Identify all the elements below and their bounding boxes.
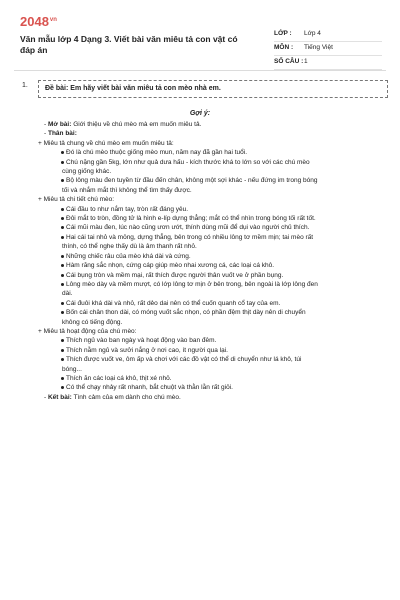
answer-outline [0,120,400,402]
outline-line: - Mở bài: Giới thiệu về chú mèo mà em muốn miêu tả. [44,121,202,128]
line-text: tối và nhắm mắt thì không thể tìm thấy được. [62,186,192,194]
line-text: Cái bụng tròn và mềm mại, rất thích được người thân vuốt ve ở phần bụng. [66,271,284,279]
bullet-icon [61,386,64,389]
line-text: Cái mũi màu đen, lúc nào cũng ươn ướt, thính dùng mũi để dụi vào người chủ thích. [66,224,310,232]
outline-line [0,261,400,270]
line-text: Cái đuôi khá dài và nhỏ, rất dẻo dai nên có thể cuốn quanh cổ tay của em. [66,299,281,307]
line-text: Thích ăn các loại cá khô, thịt xé nhỏ. [66,374,172,382]
hint-title: Gợi ý: [189,110,211,117]
bullet-icon [61,151,64,154]
line-text: Có thể chạy nhảy rất nhanh, bắt chuột và thằn lằn rất giỏi. [66,384,233,392]
outline-line [0,176,400,185]
line-text: không có tiếng động. [62,318,123,326]
line-text: thính, có thể nghe thấy dù là âm thanh rất nhỏ. [62,243,197,251]
bullet-icon [61,358,64,361]
outline-line: - Thân bài: [44,130,77,138]
line-text: Thích được vuốt ve, ôm ấp và chơi với các đồ vật có thể di chuyển như lá khô, túi [66,356,302,364]
outline-line [0,355,400,364]
section-label: Kết bài: [47,393,72,401]
outline-line [0,252,400,261]
header-divider [14,70,386,71]
outline-line [0,148,400,157]
meta-table [274,28,382,70]
outline-line: + Miêu tả hoạt động của chú mèo: [38,327,137,335]
bullet-icon [61,274,64,277]
line-text: dài. [62,290,73,298]
bullet-icon [61,311,64,314]
outline-line [0,289,400,298]
outline-line: + Miêu tả chung về chú mèo em muốn miêu tả: [38,139,174,147]
line-text: Bốn cái chân thon dài, có móng vuốt sắc nhọn, có phần đệm thịt dày nên di chuyển [66,309,306,317]
outline-line [0,167,400,176]
line-text: bóng... [62,365,82,373]
meta-row-count [274,56,382,70]
outline-line [0,308,400,317]
line-text: Miêu tả chung về chú mèo em muốn miêu tả: [43,139,174,147]
meta-label: LỚP : [274,30,292,37]
line-text: Cái đầu to như nắm tay, tròn rất đáng yêu. [66,205,189,213]
question-text: Đề bài: Em hãy viết bài văn miêu tả con mèo nhà em. [45,85,221,92]
outline-line [0,318,400,327]
meta-label: SỐ CÂU : [274,58,304,65]
line-text: Đôi mắt to tròn, đồng tử là hình e-líp dựng thẳng; mắt có thể nhìn trong bóng tối rất tốt. [66,215,316,223]
outline-line [0,383,400,392]
bullet-icon [61,226,64,229]
meta-row-subject [274,42,382,56]
line-text: cùng giống khác. [62,168,112,176]
outline-line [0,346,400,355]
bullet-icon [61,255,64,258]
line-text: Những chiếc râu của mèo khá dài và cứng. [66,252,191,260]
outline-line: + Miêu tả chi tiết chú mèo: [38,196,115,204]
outline-line [0,280,400,289]
bullet-icon [61,208,64,211]
line-text: Thích nằm ngủ và sưởi nắng ở nơi cao, ít người qua lại. [66,346,228,354]
question-box [38,80,388,98]
bullet-icon [61,179,64,182]
line-text: Miêu tả hoạt động của chú mèo: [43,327,137,335]
line-text: Miêu tả chi tiết chú mèo: [43,196,115,204]
site-logo[interactable]: $2048^{vn}$ [20,14,57,29]
bullet-icon [61,377,64,380]
meta-value: Lớp 4 [304,30,321,37]
outline-line [0,365,400,374]
bullet-icon [61,264,64,267]
outline-line [0,299,400,308]
outline-line [0,223,400,232]
line-text: Hai cái tai nhỏ và mỏng, dựng thẳng, bên trong có nhiều lông tơ mềm mịn; tai mèo rất [66,233,314,241]
outline-line [0,271,400,280]
outline-line [0,336,400,345]
line-text: Bộ lông màu đen tuyền từ đầu đến chân, không một sợi khác - nếu đứng im trong bóng [66,177,318,185]
outline-line: - Kết bài: Tình cảm của em dành cho chú mèo. [44,393,181,401]
page-header [20,14,382,66]
outline-line [0,233,400,242]
document-title: Văn mẫu lớp 4 Dạng 3. Viết bài văn miêu tả con vật có đáp án [20,34,238,55]
outline-line [0,242,400,251]
outline-line [0,205,400,214]
section-label: Thân bài: [47,130,77,138]
meta-row-grade [274,28,382,42]
line-text: Thích ngủ vào ban ngày và hoạt động vào ban đêm. [66,337,217,345]
bullet-icon [61,349,64,352]
question-number: 1. [22,82,28,89]
outline-line [0,158,400,167]
section-label: Mở bài: [47,121,72,128]
line-text: Hàm răng sắc nhọn, cứng cáp giúp mèo nhai xương cá, các loại cá khô. [66,262,275,270]
line-text: Lông mèo dày và mềm mượt, có lớp lông tơ mịn ở bên trong, bên ngoài là lớp lông đen [66,280,318,288]
bullet-icon [61,283,64,286]
outline-line [0,186,400,195]
bullet-icon [61,161,64,164]
line-text: Giới thiệu về chú mèo mà em muốn miêu tả. [71,121,202,128]
line-text: Chú nặng gần 5kg, lớn như quả dưa hấu - kích thước khá to lớn so với các chú mèo [66,158,310,166]
bullet-icon [61,236,64,239]
bullet-icon [61,217,64,220]
bullet-icon [61,339,64,342]
outline-line [0,374,400,383]
line-text: Đó là chú mèo thuộc giống mèo mun, năm nay đã gần hai tuổi. [66,149,248,157]
bullet-icon [61,302,64,305]
meta-value: Tiếng Việt [304,44,333,51]
line-text: Tình cảm của em dành cho chú mèo. [71,393,181,401]
outline-line [0,214,400,223]
meta-value: 1 [304,58,308,65]
meta-label: MÔN : [274,44,294,51]
